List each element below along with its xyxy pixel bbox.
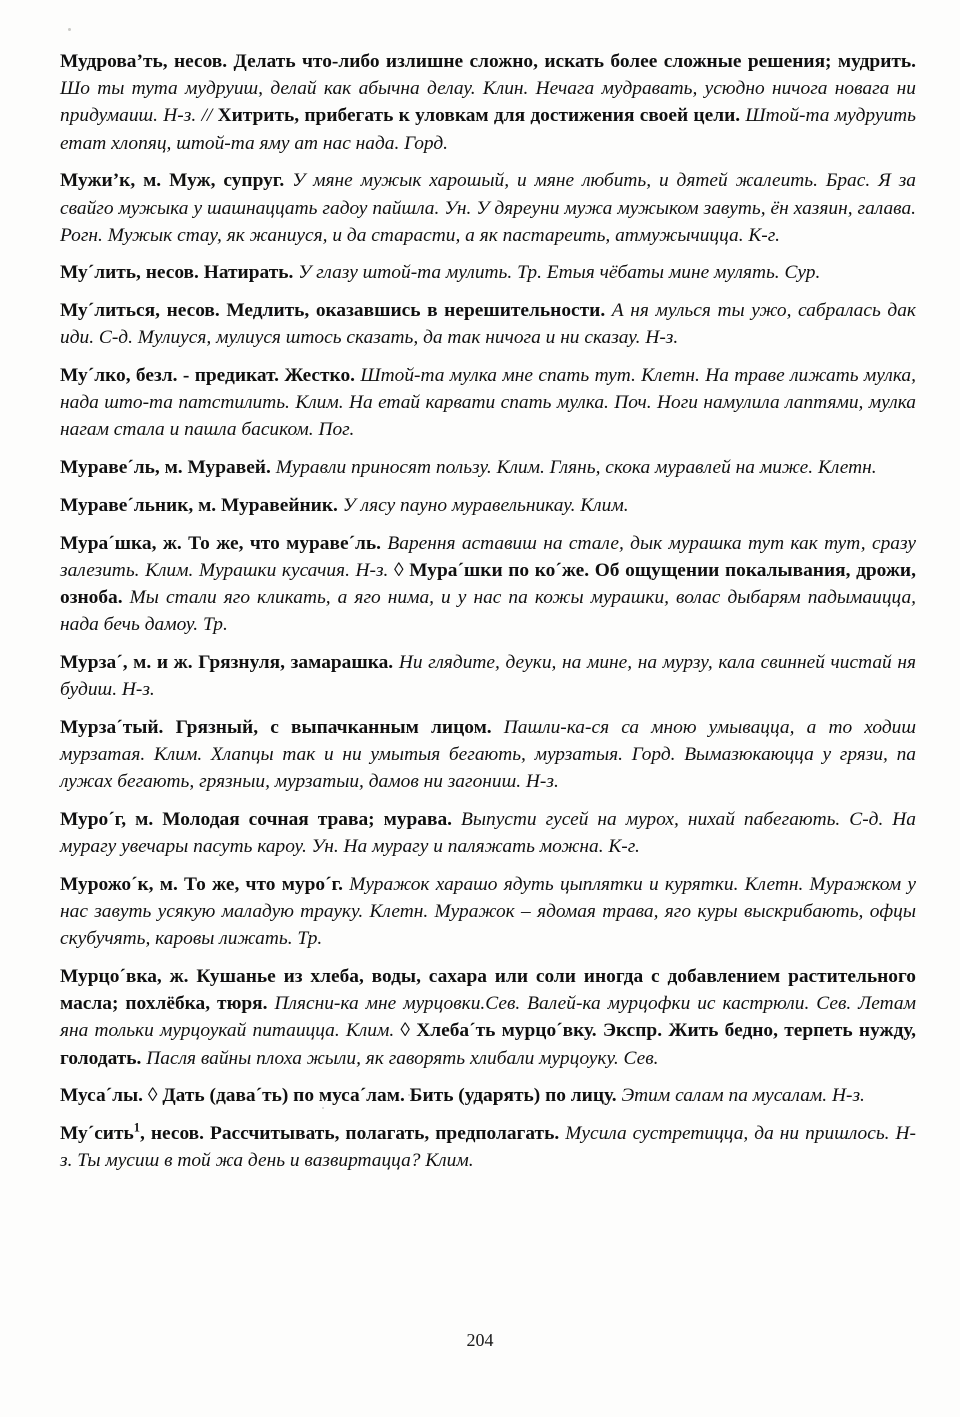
entry-definition: Медлить, оказавшись в нерешительности. xyxy=(226,300,606,322)
dictionary-entry xyxy=(60,649,916,703)
entry-headword: Муро´г, м. xyxy=(60,808,154,830)
entry-headword-grammar: , несов. xyxy=(139,1122,204,1144)
entry-headword: Мурожо´к, м. xyxy=(60,873,178,895)
dictionary-entry xyxy=(60,871,916,953)
entry-definition: Рассчитывать, полагать, предполагать. xyxy=(210,1122,560,1144)
entry-headword: Мура´шка, ж. xyxy=(60,532,182,554)
scan-artifact-speck xyxy=(68,28,71,31)
entry-definition: Жестко. xyxy=(284,365,356,387)
entry-definition: Натирать. xyxy=(203,262,294,284)
entry-definition: Грязный, с выпачканным лицом. xyxy=(175,716,492,738)
page-number: 204 xyxy=(466,1330,494,1350)
homograph-superscript: 1 xyxy=(133,1120,140,1135)
dictionary-entry xyxy=(60,806,916,860)
entry-examples: У мяне мужык харошый, и мяне любить, и дятей жалеить. Брас. Я за свайго мужыка у шашнаццать гадоу пайшла. Ун. У дяреуни мужа мужыком завуть, ён хазяин, галава. Рогн. Мужык стау, як жаниуся, и да старасти, а як пастареить, атмужычицца. К-г. xyxy=(60,170,916,246)
entry-examples: Плясни-ка мне мурцовки.Сев. Валей-ка мурцофки ис кастрюли. Сев. Летам яна тольки мурцоукай питаицца. Клим. xyxy=(60,993,916,1042)
idiom-style-label: Экспр. xyxy=(602,1020,663,1042)
dictionary-entry-column xyxy=(60,48,916,1174)
entry-examples: Ни глядите, деуки, на мине, на мурзу, кала свинней чистай ня будиш. Н-з. xyxy=(60,651,916,701)
sense-separator: // xyxy=(201,105,213,127)
entry-definition: Молодая сочная трава; мурава. xyxy=(162,808,453,830)
entry-definition: То же, что мураве´ль. xyxy=(188,532,382,554)
idiom-definition: Об ощущении покалывания, дрожи, озноба. xyxy=(60,559,916,608)
dictionary-entry xyxy=(60,963,916,1072)
dictionary-entry xyxy=(60,167,916,249)
idiom-examples: Этим салам па мусалам. Н-з. xyxy=(621,1085,865,1107)
entry-headword: Мужи’к, м. xyxy=(60,170,162,192)
idiom-headword: Дать (дава´ть) по муса´лам. xyxy=(162,1085,405,1107)
idiom-marker-icon: ◊ xyxy=(394,559,404,581)
idiom-definition: Бить (ударять) по лицу. xyxy=(409,1085,617,1107)
idiom-headword: Мура´шки по ко´же. xyxy=(409,559,590,581)
dictionary-entry xyxy=(60,530,916,639)
dictionary-entry xyxy=(60,714,916,796)
entry-definition: Муж, супруг. xyxy=(169,170,285,192)
entry-headword: Мурза´тый. xyxy=(60,716,164,738)
entry-examples: А ня мулься ты ужо, сабралась дак иди. С-д. Мулиуся, мулиуся штось сказать, да так ничога и ни сказау. Н-з. xyxy=(60,300,916,349)
entry-examples-2: Штой-та мудруить етат хлопяц, штой-та яму ат нас нада. Горд. xyxy=(60,105,917,154)
entry-definition-2: Хитрить, прибегать к уловкам для достижения своей цели. xyxy=(217,105,741,127)
idiom-examples: Пасля вайны плоха жыли, як гаворять хлибали мурцоуку. Сев. xyxy=(146,1047,659,1069)
entry-examples: Штой-та мулка мне спать тут. Клетн. На траве лижать мулка, нада што-та патстилить. Клим. На етай карвати спать мулка. Поч. Ноги намулила лаптями, мулка нагам стала и пашла басиком. Пог. xyxy=(60,365,916,441)
entry-headword: Му´лить, несов. xyxy=(60,262,199,284)
idiom-definition: Жить бедно, терпеть нужду, голодать. xyxy=(60,1020,916,1069)
entry-headword: Му´сить xyxy=(60,1122,134,1144)
entry-examples: Пашли-ка-ся са мною умывацца, а то ходиш мурзатая. Клим. Хлапцы так и ни умытыя бегають, мурзатыя. Горд. Вымазюкаюцца у грязи, па лужах бегають, грязныи, мурзатыи, дамов ни загониш. Н-з. xyxy=(60,716,916,793)
dictionary-entry xyxy=(60,297,916,351)
dictionary-entry xyxy=(60,454,916,481)
idiom-headword: Хлеба´ть мурцо´вку. xyxy=(416,1020,597,1042)
entry-examples: У лясу пауно муравельникау. Клим. xyxy=(342,494,629,516)
dictionary-entry xyxy=(60,1120,916,1174)
entry-definition: Кушанье из хлеба, воды, сахара или соли иногда с добавлением растительного масла; похлёбка, тюря. xyxy=(60,965,916,1015)
entry-definition: Муравейник. xyxy=(221,494,338,516)
entry-examples: Муражок харашо ядуть цыплятки и курятки. Клетн. Муражком у нас завуть усякую маладую трауку. Клетн. Муражок – ядомая трава, яго куры выскрибають, офцы скубучять, каровы лижать. Тр. xyxy=(60,873,916,950)
idiom-examples: Мы стали яго кликать, а яго нима, и у нас па кожы мурашки, волас дыбарям падымаицца, нада бечь дамоу. Тр. xyxy=(60,586,916,636)
entry-examples: Муравли приносят пользу. Клим. Глянь, скока муравлей на миже. Клетн. xyxy=(275,457,877,479)
idiom-marker-icon: ◊ xyxy=(147,1085,158,1107)
entry-examples: Варення аставиш на стале, дык мурашка тут как тут, сразу залезить. Клим. Мурашки кусачия. Н-з. xyxy=(60,532,917,581)
entry-definition: Делать что-либо излишне сложно, искать более сложные решения; мудрить. xyxy=(233,51,916,72)
dictionary-entry xyxy=(60,1082,916,1109)
entry-examples: Шо ты тута мудруиш, делай как абычна делау. Клин. Нечага мудравать, усюдно ничога новага ни придумаиш. Н-з. xyxy=(60,78,916,127)
entry-headword: Мудрова’ть, несов. xyxy=(60,51,228,72)
entry-definition: Грязнуля, замарашка. xyxy=(198,651,394,673)
entry-headword: Мурцо´вка, ж. xyxy=(60,965,189,987)
dictionary-entry xyxy=(60,492,916,519)
dictionary-entry xyxy=(60,259,916,286)
entry-examples: У глазу штой-та мулить. Тр. Етыя чёбаты мине мулять. Сур. xyxy=(298,262,821,284)
entry-headword: Мураве´льник, м. xyxy=(60,494,217,516)
entry-headword: Му´литься, несов. xyxy=(60,300,220,322)
entry-headword: Мурза´, м. и ж. xyxy=(60,651,193,673)
entry-headword: Муса´лы. xyxy=(60,1085,144,1107)
entry-examples: Мусила сустретицца, да ни пришлось. Н-з. Ты мусиш в той жа день и вазвиртацца? Клим. xyxy=(60,1122,916,1172)
dictionary-entry xyxy=(60,48,916,157)
entry-definition: То же, что муро´г. xyxy=(184,873,344,895)
entry-headword: Му´лко, безл. - предикат. xyxy=(60,365,279,387)
entry-definition: Муравей. xyxy=(187,457,271,479)
entry-examples: Выпусти гусей на мурох, нихай пабегають. С-д. На мурагу увечары пасуть кароу. Ун. На мурагу и паляжать можна. К-г. xyxy=(60,808,916,858)
idiom-marker-icon: ◊ xyxy=(400,1020,411,1042)
dictionary-entry xyxy=(60,362,916,444)
entry-headword: Мураве´ль, м. xyxy=(60,457,183,479)
